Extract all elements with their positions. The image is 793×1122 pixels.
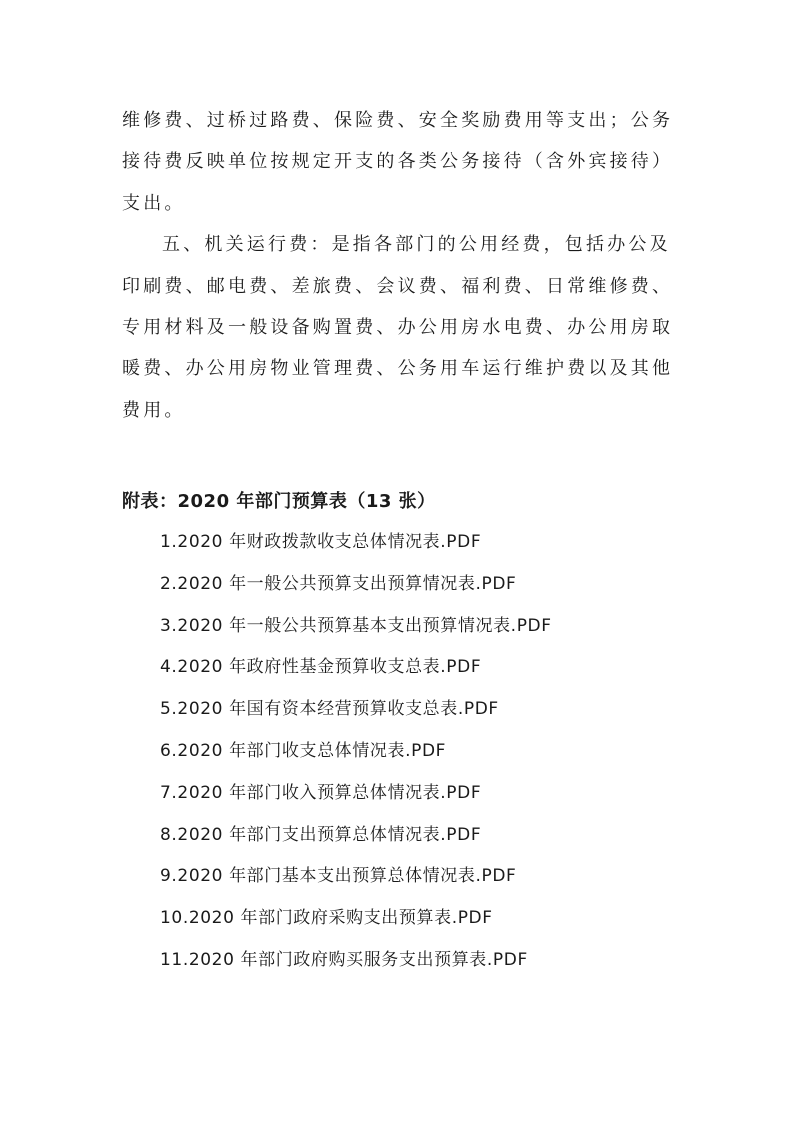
appendix-section [122, 482, 682, 982]
appendix-item: 7.2020 年部门收入预算总体情况表.PDF [160, 782, 482, 803]
appendix-item: 1.2020 年财政拨款收支总体情况表.PDF [160, 532, 482, 552]
body-line: 维修费、过桥过路费、保险费、安全奖励费用等支出；公务 [122, 110, 674, 131]
appendix-item: 6.2020 年部门收支总体情况表.PDF [160, 740, 447, 761]
appendix-item: 10.2020 年部门政府采购支出预算表.PDF [160, 908, 493, 929]
body-line-section-heading: 五、机关运行费：是指各部门的公用经费，包括办公及 [162, 234, 671, 256]
body-line: 费用。 [122, 399, 186, 421]
appendix-list [122, 522, 682, 982]
body-line: 印刷费、邮电费、差旅费、会议费、福利费、日常维修费、 [122, 275, 674, 297]
appendix-item: 3.2020 年一般公共预算基本支出预算情况表.PDF [160, 615, 552, 636]
body-line: 专用材料及一般设备购置费、办公用房水电费、办公用房取 [122, 316, 674, 338]
appendix-item: 4.2020 年政府性基金预算收支总表.PDF [160, 657, 482, 678]
body-line: 支出。 [122, 192, 186, 214]
appendix-item: 9.2020 年部门基本支出预算总体情况表.PDF [160, 866, 517, 887]
body-paragraphs [122, 100, 682, 431]
body-line: 暖费、办公用房物业管理费、公务用车运行维护费以及其他 [122, 358, 674, 380]
appendix-item: 5.2020 年国有资本经营预算收支总表.PDF [160, 699, 499, 720]
body-line: 接待费反映单位按规定开支的各类公务接待（含外宾接待） [122, 151, 674, 173]
appendix-item: 8.2020 年部门支出预算总体情况表.PDF [160, 824, 482, 845]
appendix-item: 11.2020 年部门政府购买服务支出预算表.PDF [160, 949, 528, 970]
appendix-title: 附表：2020 年部门预算表（13 张） [122, 491, 436, 512]
appendix-item: 2.2020 年一般公共预算支出预算情况表.PDF [160, 573, 517, 594]
